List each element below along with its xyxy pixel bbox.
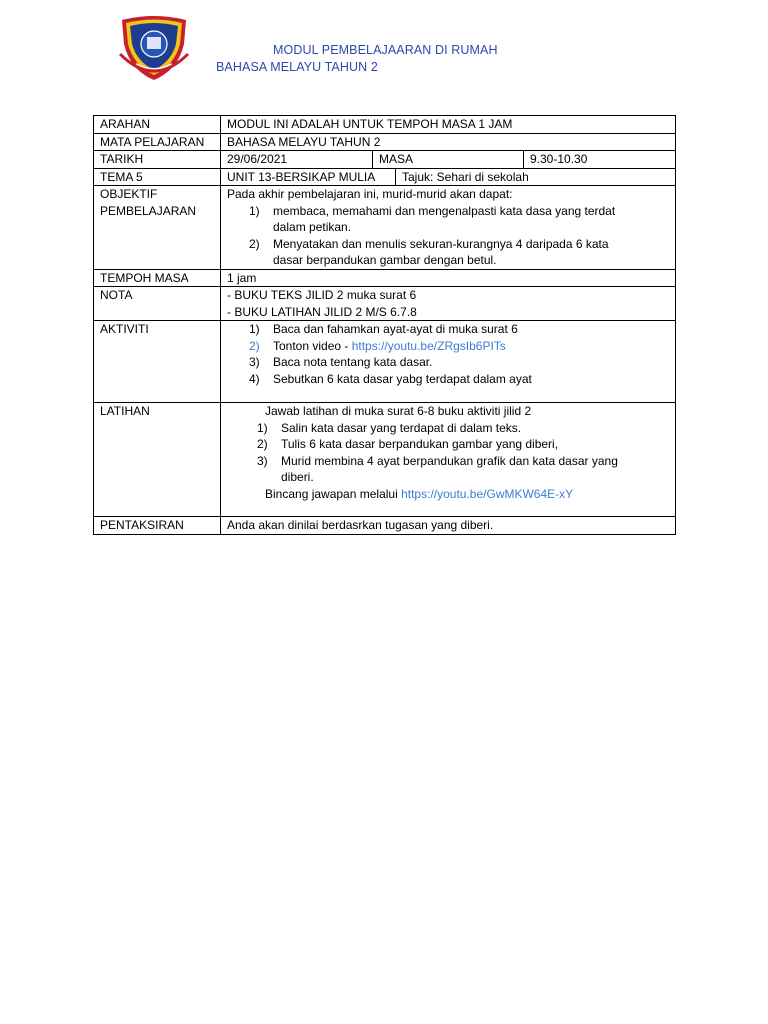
label-arahan: ARAHAN — [94, 116, 221, 134]
row-tempoh — [94, 269, 676, 287]
value-masa: 9.30-10.30 — [524, 151, 676, 169]
row-pentaksiran — [94, 517, 676, 535]
row-arahan — [94, 116, 676, 134]
objektif-intro: Pada akhir pembelajaran ini, murid-murid akan dapat: — [227, 187, 513, 201]
value-aktiviti — [221, 321, 676, 403]
row-latihan — [94, 403, 676, 517]
row-mata-pelajaran — [94, 133, 676, 151]
value-objektif — [221, 186, 676, 270]
row-tarikh — [94, 151, 676, 169]
list-item: 1) membaca, memahami dan mengenalpasti kata dasa yang terdat dalam petikan. — [249, 203, 616, 234]
row-objektif — [94, 186, 676, 270]
value-arahan: MODUL INI ADALAH UNTUK TEMPOH MASA 1 JAM — [221, 116, 676, 134]
row-nota — [94, 287, 676, 321]
label-mata-pelajaran: MATA PELAJARAN — [94, 133, 221, 151]
list-item: 1) Baca dan fahamkan ayat-ayat di muka surat 6 — [249, 322, 518, 336]
latihan-list — [227, 420, 669, 486]
value-nota: - BUKU TEKS JILID 2 muka surat 6 - BUKU LATIHAN JILID 2 M/S 6.7.8 — [221, 287, 676, 321]
row-tema — [94, 168, 676, 186]
latihan-bincang: Bincang jawapan melalui https://youtu.be/GwMKW64E-xY — [265, 486, 574, 501]
list-item: 2) Menyatakan dan menulis sekuran-kurangnya 4 daripada 6 kata dasar berpandukan gambar dengan betul. — [249, 236, 609, 267]
latihan-intro: Jawab latihan di muka surat 6-8 buku aktiviti jilid 2 — [265, 404, 532, 418]
list-item: 3) Murid membina 4 ayat berpandukan grafik dan kata dasar yang diberi. — [257, 453, 618, 484]
list-item: 2) Tonton video - https://youtu.be/ZRgsIb6PITs — [249, 338, 506, 353]
list-item: 2) Tulis 6 kata dasar berpandukan gambar yang diberi, — [257, 437, 559, 451]
label-nota: NOTA — [94, 287, 221, 321]
objektif-list — [227, 203, 669, 269]
label-tempoh: TEMPOH MASA — [94, 269, 221, 287]
label-aktiviti: AKTIVITI — [94, 321, 221, 403]
value-tarikh: 29/06/2021 — [221, 151, 373, 169]
module-title: MODUL PEMBELAJAARAN DI RUMAH — [273, 43, 498, 57]
aktiviti-list — [227, 321, 669, 387]
list-item: 4) Sebutkan 6 kata dasar yabg terdapat dalam ayat — [249, 371, 532, 386]
video-link-2[interactable]: https://youtu.be/GwMKW64E-xY — [401, 486, 574, 501]
value-pentaksiran: Anda akan dinilai berdasrkan tugasan yang diberi. — [221, 517, 676, 535]
value-tema: UNIT 13-BERSIKAP MULIA — [221, 168, 396, 186]
value-tajuk: Tajuk: Sehari di sekolah — [396, 168, 676, 186]
list-item: 1) Salin kata dasar yang terdapat di dalam teks. — [257, 420, 522, 435]
value-mata-pelajaran: BAHASA MELAYU TAHUN 2 — [221, 133, 676, 151]
label-tema: TEMA 5 — [94, 168, 221, 186]
module-subtitle: BAHASA MELAYU TAHUN 2 — [216, 60, 378, 74]
value-tempoh: 1 jam — [221, 269, 676, 287]
video-link-1[interactable]: https://youtu.be/ZRgsIb6PITs — [351, 338, 506, 353]
label-objektif: OBJEKTIF PEMBELAJARAN — [94, 186, 221, 270]
row-aktiviti — [94, 321, 676, 403]
list-item: 3) Baca nota tentang kata dasar. — [249, 355, 433, 369]
label-masa: MASA — [373, 151, 524, 169]
module-table — [93, 115, 676, 535]
label-pentaksiran: PENTAKSIRAN — [94, 517, 221, 535]
label-tarikh: TARIKH — [94, 151, 221, 169]
value-latihan — [221, 403, 676, 517]
label-latihan: LATIHAN — [94, 403, 221, 517]
school-crest-icon — [116, 14, 192, 82]
